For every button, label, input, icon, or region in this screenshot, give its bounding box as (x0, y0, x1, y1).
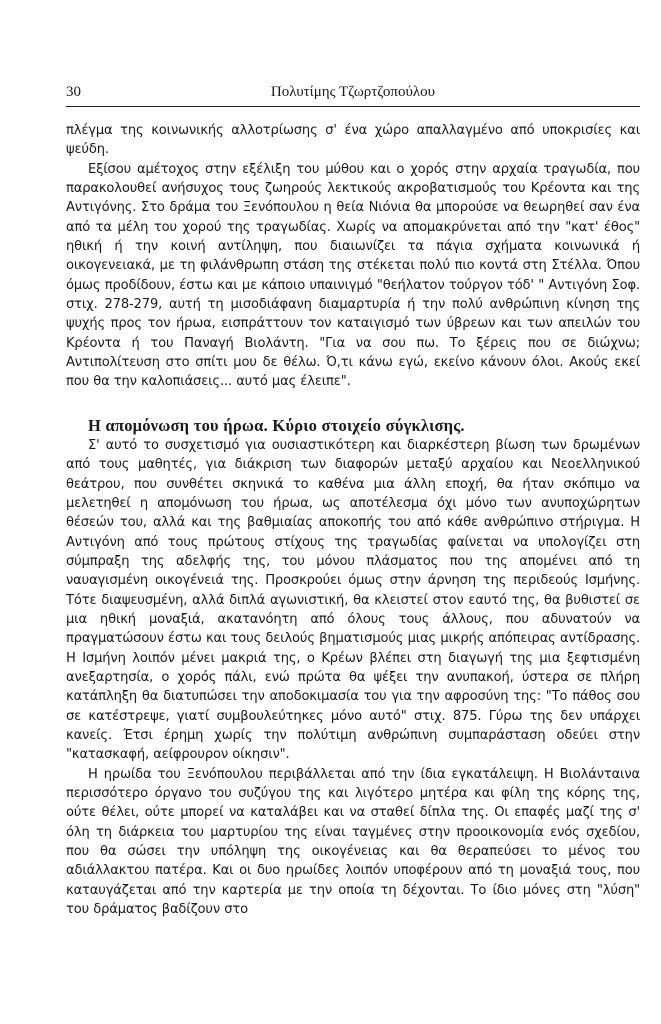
book-page (66, 82, 640, 919)
running-header (66, 82, 640, 107)
paragraph-heroine: Η ηρωίδα του Ξενόπουλου περιβάλλεται από την ίδια εγκατάλειψη. Η Βιολάνταινα περισσότερο όργανο του συζύγου της και λιγότερο μητέρα και φίλη της κόρης της, ούτε θέλει, ούτε μπορεί να καταλάβει και να σταθεί δίπλα της. Οι επαφές μαζί της σ' όλη τη διάρκεια του μαρτυρίου της είναι ταγμένες στην προοικονομία ενός σχεδίου, που θα σώσει την υπόληψη της οικογένειας και θα θεραπεύσει το μένος του αδιάλλακτου πατέρα. Και οι δυο ηρωίδες λοιπόν υποφέρουν από τη μοναξιά τους, που καταυγάζεται από την καρτερία με την οποία τη δέχονται. Το ίδιο μόνες στη "λύση" του δράματος βαδίζουν στο (66, 766, 640, 918)
section-heading: Η απομόνωση του ήρωα. Κύριο στοιχείο σύγκλισης. (88, 415, 465, 435)
body-text (66, 121, 640, 919)
paragraph-isolation: Σ' αυτό το συσχετισμό για ουσιαστικότερη και διαρκέστερη βίωση των δρωμένων από τους μαθητές, για διάκριση των διαφορών μεταξύ αρχαίου και Νεοελληνικού θεάτρου, που συνθέτει σκηνικά το καθένα μια άλλη εποχή, θα ήταν σκόπιμο να μελετηθεί η απομόνωση του ήρωα, ως αποτέλεσμα όχι μόνο των ανυποχώρητων θέσεών του, αλλά και της βαθμιαίας αποκοπής του από κάθε ανθρώπινο στήριγμα. Η Αντιγόνη από τους πρώτους στίχους της τραγωδίας φαίνεται να υπολογίζει στη σύμπραξη της αδελφής της, του μόνου πλάσματος που της απομένει από τη ναυαγισμένη οικογένειά της. Προσκρούει όμως στην άρνηση της περιδεούς Ισμήνης. Τότε διαψευσμένη, αλλά διπλά αγωνιστική, θα κλειστεί στον εαυτό της, θα βυθιστεί σε μια ηθική μοναξιά, ακατανόητη από όλους τους άλλους, που αδυνατούν να πραγματώσουν έστω και τους δειλούς βηματισμούς μιας μικρής απόπειρας αντίδρασης. Η Ισμήνη λοιπόν μένει μακριά της, ο Κρέων βλέπει στη διαγωγή της μια ξεφτισμένη ανεξαρτησία, ο χορός πάλι, ενώ πρώτα θα ψέξει την ανυπακοή, ύστερα σε πλήρη κατάπληξη θα διατυπώσει την αποδοκιμασία του για την αφροσύνη της: "Το πάθος σου σε κατέστρεψε, γιατί συμβουλεύτηκες μόνο αυτό" στιχ. 875. Γύρω της δεν υπάρχει κανείς. Έτσι έρημη χωρίς την πολύτιμη ανθρώπινη συμπαράσταση οδεύει στην "κατασκαφή, αείφρουρον οίκησιν". (66, 437, 640, 763)
running-title: Πολυτίμης Τζωρτζοπούλου (270, 84, 436, 100)
paragraph-continued: πλέγμα της κοινωνικής αλλοτρίωσης σ' ένα χώρο απαλλαγμένο από υποκρισίες και ψεύδη. (66, 123, 640, 158)
page-number: 30 (66, 84, 81, 100)
paragraph-chorus: Εξίσου αμέτοχος στην εξέλιξη του μύθου και ο χορός στην αρχαία τραγωδία, που παρακολουθεί ανήσυχος τους ζωηρούς λεκτικούς ακροβατισμούς του Κρέοντα και της Αντιγόνης. Στο δράμα του Ξενόπουλου η θεία Νιόνια θα μπορούσε να θεωρηθεί σαν ένα από τα μέλη του χορού της τραγωδίας. Χωρίς να απομακρύνεται από την "κατ' έθος" ηθική ή την κοινή αντίληψη, που διαιωνίζει τα πάγια σχήματα κοινωνικά ή οικογενειακά, με τη φιλάνθρωπη στάση της στέκεται πολύ πιο κοντά στη Στέλλα. Όπου όμως προδίδουν, έστω και με κάποιο υπαινιγμό "θεήλατον τούργον τόδ' " Αντιγόνη Σοφ. στιχ. 278-279, αυτή τη μισοδιάφανη διαμαρτυρία ή την πολύ ανθρώπινη κίνηση της ψυχής προς τον ήρωα, εισπράττουν τον καταιγισμό των ύβρεων και των απειλών του Κρέοντα ή του Παναγή Βιολάντη. "Για να σου πω. Το ξέρεις που σε διώχνω; Αντιπολίτευση στο σπίτι μου δε θέλω. Ό,τι κάνω εγώ, εκείνο κάνουν όλοι. Ακούς εκεί που θα την καλοπιάσεις... αυτό μας έλειπε". (66, 161, 640, 390)
